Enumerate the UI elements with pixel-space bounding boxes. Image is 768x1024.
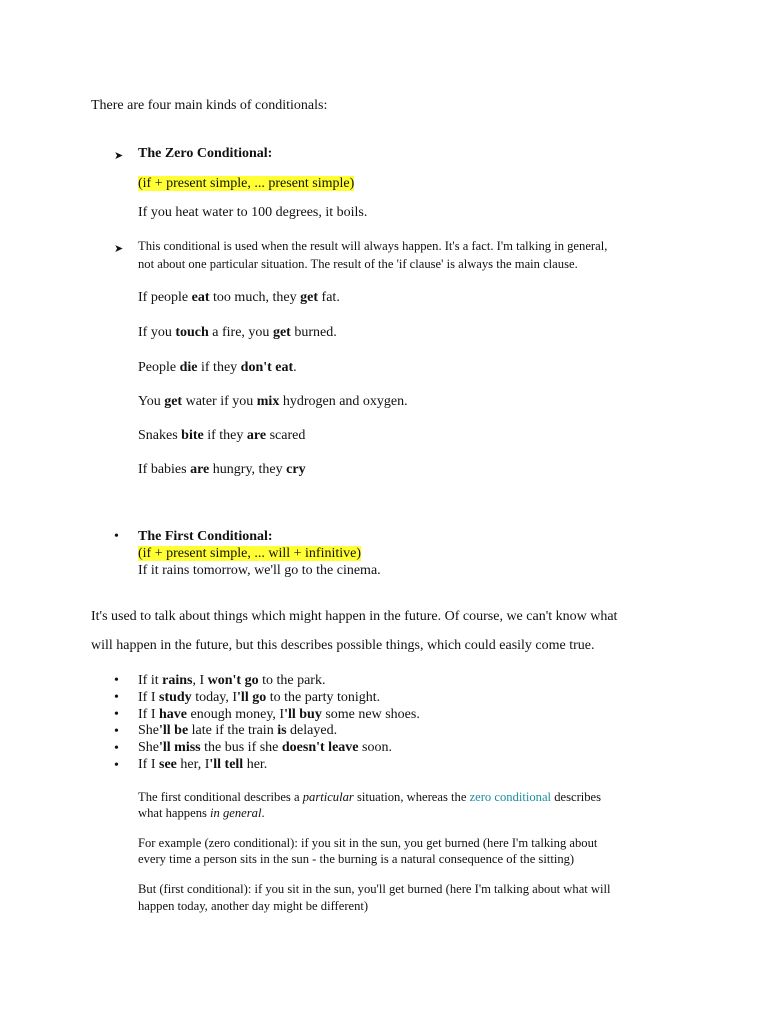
bold-text: have (159, 707, 187, 722)
bold-text: 'll buy (284, 707, 322, 722)
text-run: late if the train (188, 723, 278, 738)
first-bullet-4 (138, 723, 337, 739)
bold-text: doesn't leave (281, 740, 359, 755)
text-run: if they (203, 428, 247, 443)
bold-text: study (159, 690, 192, 705)
bold-text: are (246, 428, 267, 443)
text-run: . (293, 360, 297, 375)
text-run: too much, they (209, 290, 301, 305)
round-bullet-icon: • (114, 724, 119, 739)
text-run: If I (138, 690, 159, 705)
intro-text: There are four main kinds of conditionals: (91, 98, 328, 113)
bold-text: is (277, 723, 287, 738)
italic-text: in general (210, 806, 262, 820)
text-run: a fire, you (208, 325, 273, 340)
bold-text: touch (175, 325, 209, 340)
bold-text: 'll go (237, 690, 267, 705)
bold-text: get (272, 325, 291, 340)
bold-text: 'll miss (159, 740, 201, 755)
first-formula: (if + present simple, ... will + infinitive) (138, 546, 362, 561)
round-bullet-icon: • (114, 707, 119, 722)
bold-text: won't go (207, 673, 259, 688)
text-run: water if you (182, 394, 257, 409)
text-run: situation, whereas the (353, 790, 470, 804)
text-run: to the park. (258, 673, 326, 688)
italic-text: particular (302, 790, 354, 804)
zero-example-1 (138, 290, 340, 306)
round-bullet-icon: • (114, 690, 119, 705)
zero-description-line2: not about one particular situation. The result of the 'if clause' is always the main clause. (138, 257, 578, 271)
zero-example-4 (138, 394, 408, 410)
text-run: if they (197, 360, 241, 375)
text-run: , I (192, 673, 208, 688)
bold-text: eat (191, 290, 210, 305)
round-bullet-icon: • (114, 529, 119, 544)
text-run: Snakes (138, 428, 182, 443)
first-bullet-2 (138, 690, 380, 706)
bold-text: are (190, 462, 210, 477)
round-bullet-icon: • (114, 673, 119, 688)
zero-example-2 (138, 325, 337, 341)
bold-text: 'll tell (209, 757, 244, 772)
first-comparison-example-line2: happen today, another day might be different) (138, 899, 369, 913)
text-run: The first conditional describes a (138, 790, 303, 804)
text-run: She (138, 740, 159, 755)
text-run: hungry, they (209, 462, 287, 477)
first-example: If it rains tomorrow, we'll go to the cinema. (138, 563, 381, 578)
bold-text: get (164, 394, 183, 409)
text-run: If babies (138, 462, 191, 477)
comparison-line1 (138, 790, 601, 805)
text-run: If I (138, 757, 159, 772)
zero-comparison-example-line1: For example (zero conditional): if you sit in the sun, you get burned (here I'm talking about (138, 836, 598, 850)
text-run: scared (266, 428, 306, 443)
text-run: She (138, 723, 159, 738)
round-bullet-icon: • (114, 758, 119, 773)
text-run: what happens (138, 806, 211, 820)
bold-text: cry (286, 462, 306, 477)
zero-example: If you heat water to 100 degrees, it boils. (138, 205, 368, 220)
text-run: soon. (358, 740, 392, 755)
text-run: hydrogen and oxygen. (279, 394, 408, 409)
zero-conditional-link[interactable]: zero conditional (469, 790, 552, 804)
first-paragraph-line2: will happen in the future, but this describes possible things, which could easily come true. (91, 638, 595, 653)
text-run: You (138, 394, 165, 409)
first-bullet-1 (138, 673, 325, 689)
text-run: If I (138, 707, 159, 722)
first-bullet-5 (138, 740, 392, 756)
text-run: People (138, 360, 180, 375)
bold-text: get (300, 290, 319, 305)
round-bullet-icon: • (114, 741, 119, 756)
comparison-line2 (138, 806, 265, 821)
zero-formula: (if + present simple, ... present simple) (138, 176, 355, 191)
text-run: If people (138, 290, 192, 305)
first-heading: The First Conditional: (138, 529, 273, 544)
text-run: enough money, I (187, 707, 285, 722)
text-run: some new shoes. (321, 707, 420, 722)
bold-text: don't eat (240, 360, 294, 375)
zero-example-5 (138, 428, 305, 444)
text-run: delayed. (286, 723, 338, 738)
bold-text: rains (162, 673, 193, 688)
zero-comparison-example-line2: every time a person sits in the sun - the burning is a natural consequence of the sitting) (138, 852, 575, 866)
bold-text: mix (256, 394, 280, 409)
zero-heading: The Zero Conditional: (138, 146, 273, 161)
zero-example-3 (138, 360, 297, 376)
first-paragraph-line1: It's used to talk about things which might happen in the future. Of course, we can't know what (91, 609, 618, 624)
first-bullet-3 (138, 707, 420, 723)
text-run: the bus if she (200, 740, 282, 755)
text-run: If it (138, 673, 163, 688)
bold-text: bite (181, 428, 204, 443)
text-run: . (261, 806, 265, 820)
arrow-bullet-icon: ➤ (114, 150, 124, 162)
bold-text: see (159, 757, 177, 772)
zero-description-line1: This conditional is used when the result will always happen. It's a fact. I'm talking in general, (138, 239, 608, 253)
text-run: her, I (176, 757, 210, 772)
text-run: to the party tonight. (266, 690, 381, 705)
text-run: her. (243, 757, 268, 772)
first-bullet-6 (138, 757, 267, 773)
bold-text: die (179, 360, 198, 375)
zero-example-6 (138, 462, 306, 478)
text-run: today, I (191, 690, 238, 705)
text-run: If you (138, 325, 176, 340)
arrow-bullet-icon: ➤ (114, 243, 124, 255)
bold-text: 'll be (159, 723, 189, 738)
text-run: describes (551, 790, 602, 804)
text-run: burned. (290, 325, 337, 340)
first-comparison-example-line1: But (first conditional): if you sit in the sun, you'll get burned (here I'm talking about what will (138, 882, 611, 896)
text-run: fat. (318, 290, 340, 305)
